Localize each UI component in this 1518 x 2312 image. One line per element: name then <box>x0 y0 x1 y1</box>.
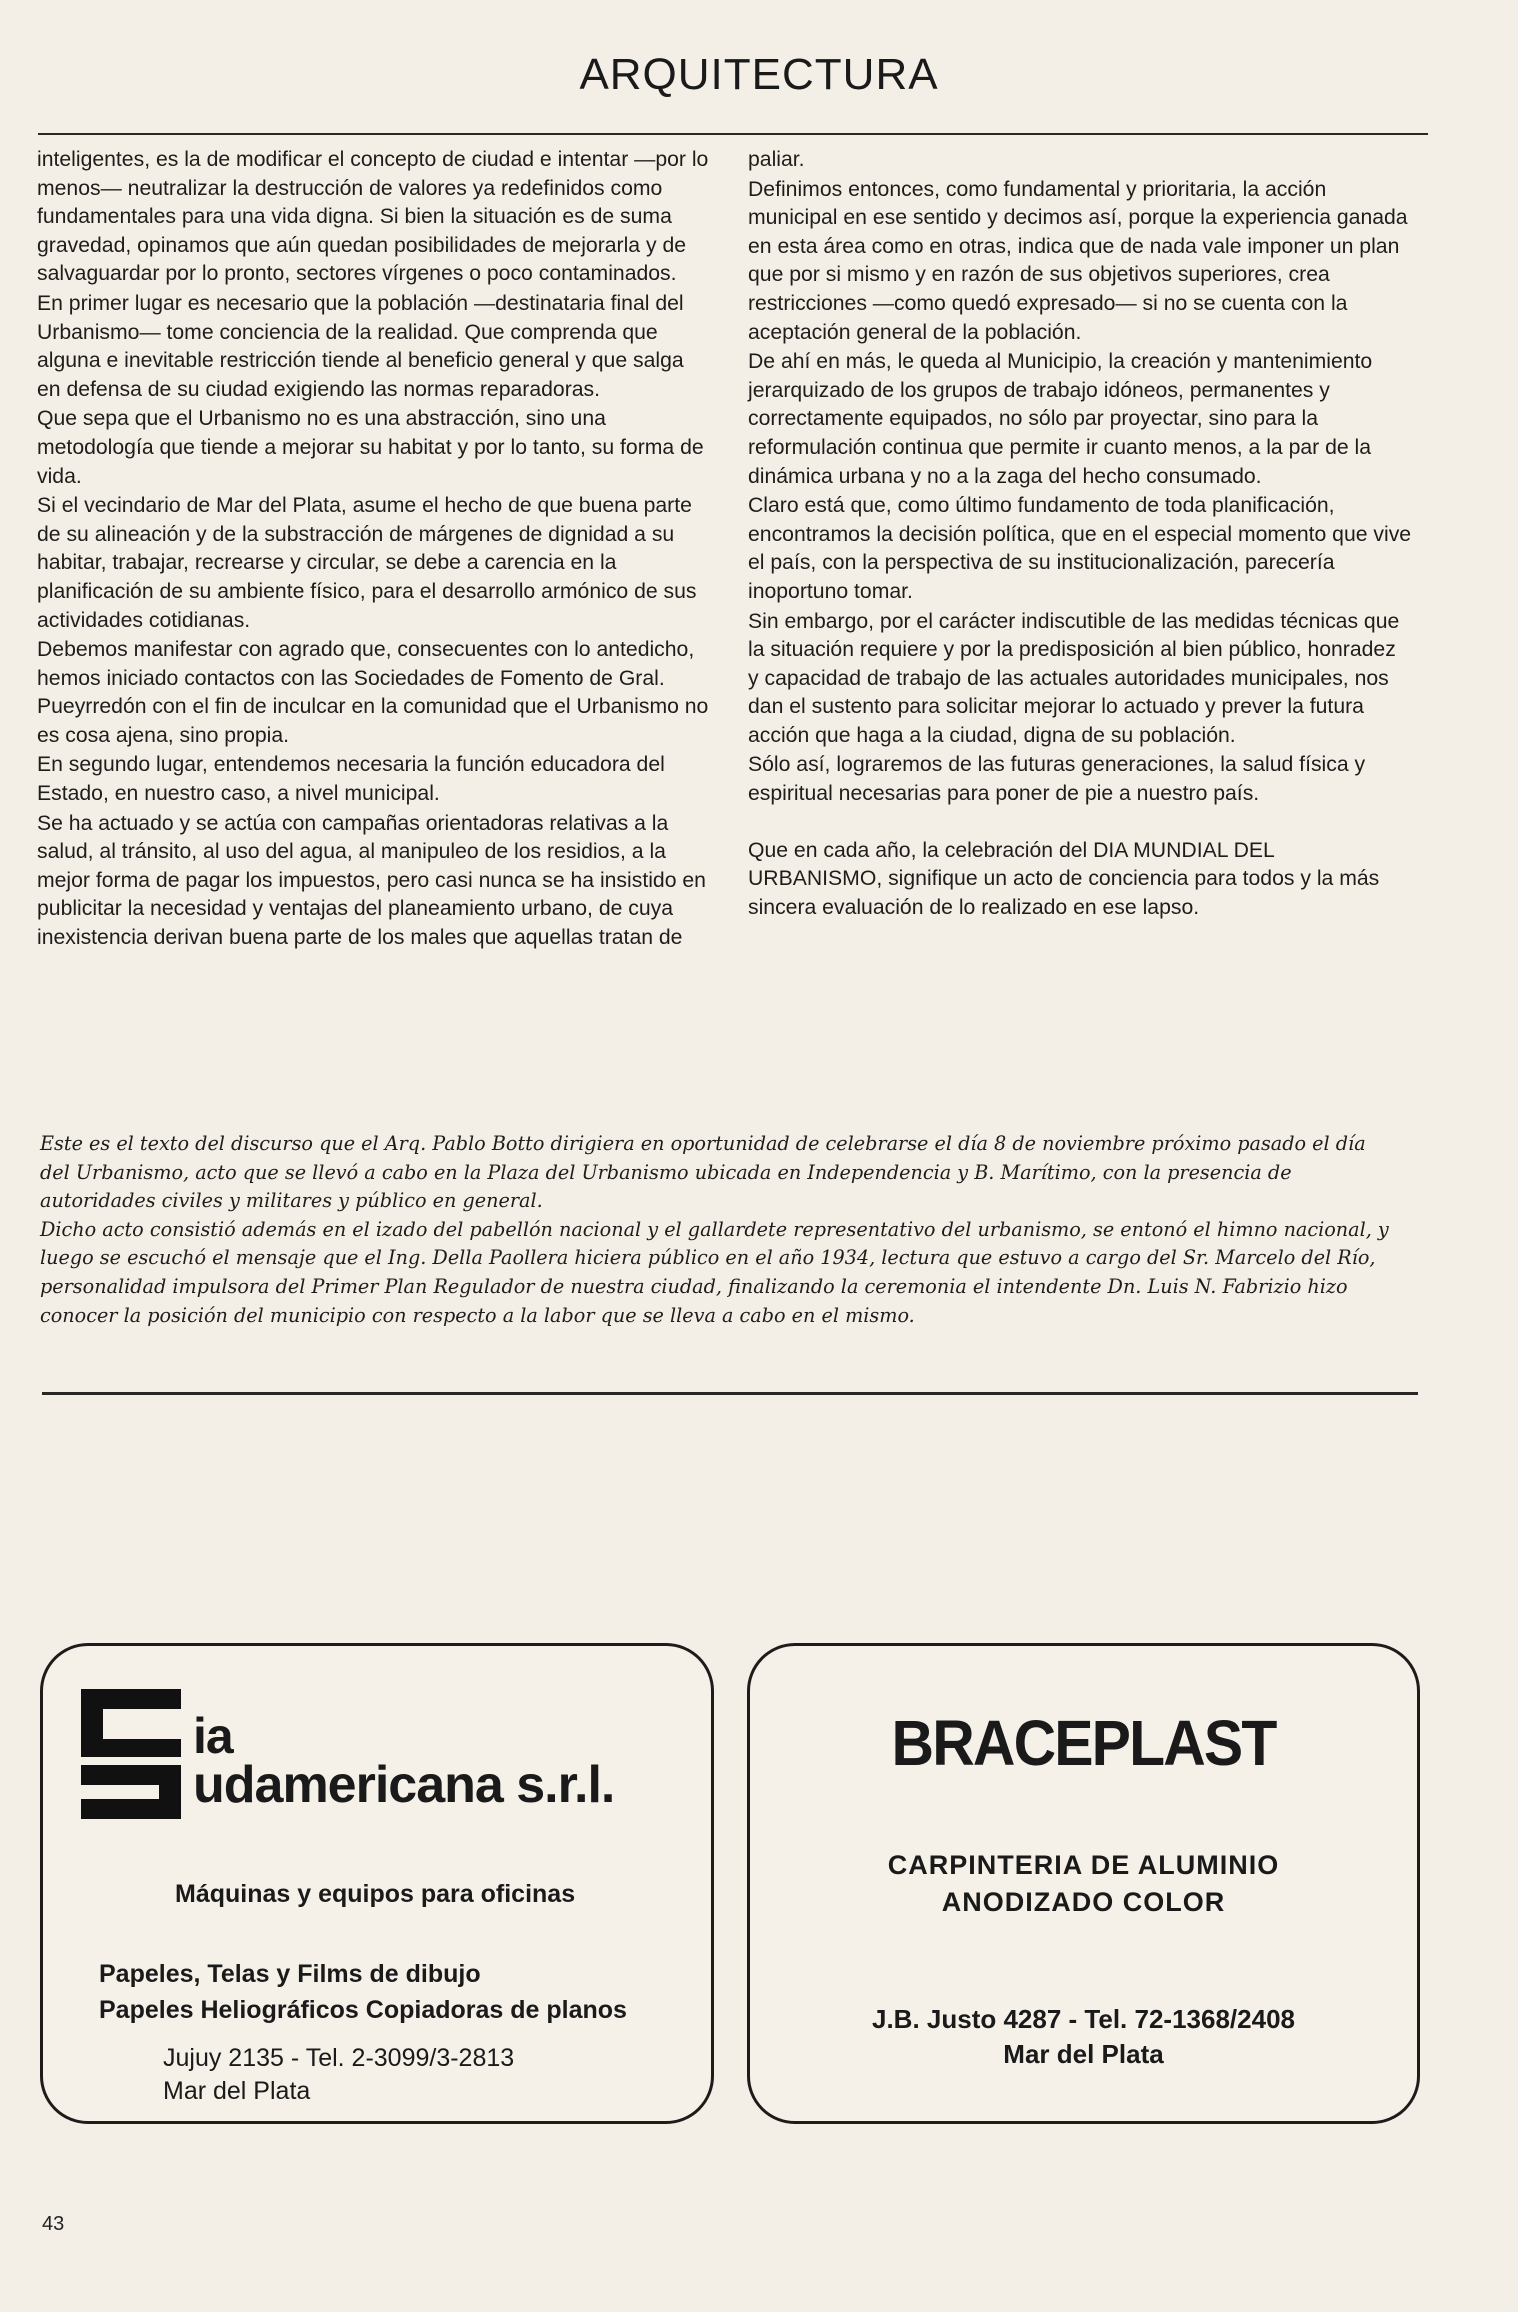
logo-word-ia: ia <box>193 1708 233 1764</box>
advertisement-braceplast <box>747 1643 1420 2124</box>
ad-address: J.B. Justo 4287 - Tel. 72-1368/2408 <box>872 2004 1295 2034</box>
ad-address: Jujuy 2135 - Tel. 2-3099/3-2813 <box>163 2044 515 2072</box>
paragraph: Que sepa que el Urbanismo no es una abstracción, sino una metodología que tiende a mejorar su habitat y por lo tanto, su forma de vida. <box>37 407 704 488</box>
paragraph: Si el vecindario de Mar del Plata, asume el hecho de que buena parte de su alineación y de la substracción de márgenes de dignidad a su habitar, trabajar, recrearse y circular, se debe a carencia en la planificación de su ambiente físico, para el desarrollo armónico de sus actividades cotidianas. <box>37 494 697 632</box>
ad-products-line: Papeles, Telas y Films de dibujo <box>99 1960 481 1988</box>
ad-city: Mar del Plata <box>163 2077 311 2105</box>
left-column <box>37 146 709 954</box>
section-title: ARQUITECTURA <box>579 50 939 99</box>
ad-products-line: Papeles Heliográficos Copiadoras de planos <box>99 1996 627 2024</box>
ss-logo-mark-icon <box>81 1689 181 1819</box>
paragraph: De ahí en más, le queda al Municipio, la creación y mantenimiento jerarquizado de los grupos de trabajo idóneos, permanentes y correctamente equipados, no sólo par proyectar, sino para la reformulación continua que permite ir cuanto menos, a la par de la dinámica urbana y no a la zaga del hecho consumado. <box>748 350 1373 488</box>
header-rule <box>38 133 1428 135</box>
ad-city: Mar del Plata <box>1003 2039 1164 2069</box>
paragraph: En primer lugar es necesario que la población —destinataria final del Urbanismo— tome conciencia de la realidad. Que comprenda que alguna e inevitable restricción tiende al beneficio general y que salga en defensa de su ciudad exigiendo las normas reparadoras. <box>37 291 684 401</box>
note-paragraph: Dicho acto consistió además en el izado del pabellón nacional y el gallardete representativo del urbanismo, se entonó el himno nacional, y luego se escuchó el mensaje que el Ing. Della Paollera hiciera público en el año 1934, lectura que estuvo a cargo del Sr. Marcelo del Río, personalidad impulsora del Primer Plan Regulador de nuestra ciudad, finalizando la ceremonia el intendente Dn. Luis N. Fabrizio hizo conocer la posición del municipio con respecto a la labor que se lleva a cabo en el mismo. <box>40 1217 1389 1327</box>
company-logo <box>81 1689 721 1819</box>
note-paragraph: Este es el texto del discurso que el Arq. Pablo Botto dirigiera en oportunidad de celebrarse el día 8 de noviembre próximo pasado el día del Urbanismo, acto que se llevó a cabo en la Plaza del Urbanismo ubicada en Independencia y B. Marítimo, con la presencia de autoridades civiles y militares y público en general. <box>40 1132 1366 1213</box>
paragraph: Debemos manifestar con agrado que, consecuentes con lo antedicho, hemos iniciado contactos con las Sociedades de Fomento de Gral. Pueyrredón con el fin de inculcar en la comunidad que el Urbanismo no es cosa ajena, sino propia. <box>37 638 709 747</box>
ad-tagline: CARPINTERIA DE ALUMINIO <box>887 1850 1280 1880</box>
ad-tagline: Máquinas y equipos para oficinas <box>175 1880 576 1908</box>
logo-word-sudamericana: udamericana s.r.l. <box>193 1756 615 1814</box>
paragraph: Claro está que, como último fundamento de toda planificación, encontramos la decisión política, que en el especial momento que vive el país, con la perspectiva de su institucionalización, parecería inoportuno tomar. <box>748 494 1412 603</box>
paragraph: Sin embargo, por el carácter indiscutible de las medidas técnicas que la situación requiere y por la predisposición al bien público, honradez y capacidad de trabajo de las actuales autoridades municipales, nos dan el sustento para solicitar mejorar lo actuado y prever la futura acción que haga a la ciudad, digna de su población. <box>748 609 1400 747</box>
page-number: 43 <box>42 2213 65 2235</box>
ad-tagline: ANODIZADO COLOR <box>941 1887 1226 1917</box>
paragraph: Definimos entonces, como fundamental y prioritaria, la acción municipal en ese sentido y decimos así, porque la experiencia ganada en esta área como en otras, indica que de nada vale imponer un plan que por si mismo y en razón de sus objetivos superiores, crea restricciones —como quedó expresado— si no se cuenta con la aceptación general de la población. <box>748 177 1408 344</box>
paragraph: Sólo así, lograremos de las futuras generaciones, la salud física y espiritual necesarias para poner de pie a nuestro país. <box>748 753 1366 806</box>
right-column <box>748 146 1412 923</box>
editor-note <box>40 1130 1400 1330</box>
advertisement-cia-sudamericana <box>40 1643 714 2124</box>
brand-name: BRACEPLAST <box>891 1707 1276 1779</box>
section-divider <box>42 1392 1418 1395</box>
paragraph: Se ha actuado y se actúa con campañas orientadoras relativas a la salud, al tránsito, al uso del agua, al manipuleo de los residios, a la mejor forma de pagar los impuestos, pero casi nunca se ha insistido en publicitar la necesidad y ventajas del planeamiento urbano, de cuya inexistencia derivan buena parte de los males que aquellas tratan de <box>37 811 706 950</box>
closing-paragraph: Que en cada año, la celebración del DIA MUNDIAL DEL URBANISMO, signifique un acto de conciencia para todos y la más sincera evaluación de lo realizado en ese lapso. <box>748 838 1380 919</box>
paragraph: inteligentes, es la de modificar el concepto de ciudad e intentar —por lo menos— neutralizar la destrucción de valores ya redefinidos como fundamentales para una vida digna. Si bien la situación es de suma gravedad, opinamos que aún quedan posibilidades de mejorarla y de salvaguardar por lo pronto, sectores vírgenes o poco contaminados. <box>37 148 709 286</box>
paragraph: paliar. <box>748 148 805 171</box>
paragraph: En segundo lugar, entendemos necesaria la función educadora del Estado, en nuestro caso, a nivel municipal. <box>37 753 665 806</box>
